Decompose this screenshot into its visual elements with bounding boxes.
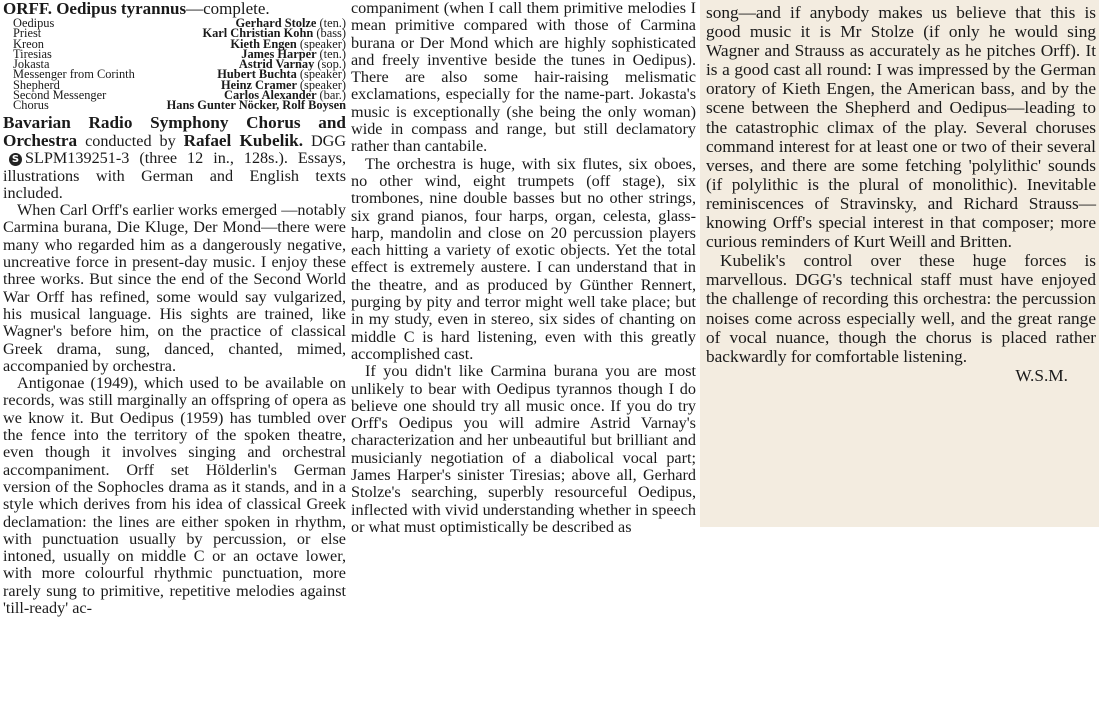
cast-row: Priest Karl Christian Kohn (bass)	[13, 26, 346, 41]
cast-row: Messenger from Corinth Hubert Buchta (speaker)	[13, 67, 346, 82]
column-2	[351, 0, 696, 536]
cast-row: Shepherd Heinz Cramer (speaker)	[13, 77, 346, 92]
conducted-by: conducted by	[85, 131, 176, 150]
column-3-highlighted	[700, 0, 1099, 527]
cast-row: Tiresias James Harper (ten.)	[13, 46, 346, 61]
stereo-symbol-icon: S	[9, 153, 22, 166]
paragraph: Kubelik's control over these huge forces is marvellous. DGG's technical staff must have enjoyed the challenge of recording this orchestra: the percussion noises come across especially well, and the great range of vocal nuance, though the chorus is placed rather backwardly for comfortable listening.	[706, 251, 1096, 366]
paragraph: song—and if anybody makes us believe that this is good music it is Mr Stolze (if only he would sing Wagner and Strauss as accurately as he pitches Orff). It is a good cast all round: I was impressed by the German oratory of Kieth Engen, the American bass, and by the scene between the Shepherd and Oedipus—leading to the catastrophic climax of the play. Several choruses command interest for at least one or two of their several verses, and there are some fetching 'polylithic' sounds (if polylithic is the plural of monolithic). Inevitable reminiscences of Stravinsky, and Richard Strauss—knowing Orff's special interest in that composer; more curious reminders of Kurt Weill and Britten.	[706, 3, 1096, 252]
label: DGG	[310, 131, 347, 150]
review-title: ORFF. Oedipus tyrannus	[3, 0, 187, 18]
paragraph: If you didn't like Carmina burana you are most unlikely to bear with Oedipus tyrannos though I do believe one should try all music once. If you do try Orff's Oedipus you will admire Astrid Varnay's characterization and her unbeautiful but brilliant and musicianly negotiation of a diabolical vocal part; James Harper's sinister Tiresias; above all, Gerhard Stolze's searching, superbly resourceful Oedipus, inflected with vivid understanding whether in speech or what must optimistically be described as	[351, 362, 696, 536]
catalog-number: SLPM139251-3	[25, 149, 130, 168]
review-title-suffix: —complete.	[186, 0, 270, 18]
credits	[3, 114, 346, 202]
column-1	[3, 0, 346, 617]
signature: W.S.M.	[1015, 365, 1068, 385]
cast-row: Second Messenger Carlos Alexander (bar.)	[13, 88, 346, 103]
paragraph: The orchestra is huge, with six flutes, six oboes, no other wind, eight trumpets (off stage), six trombones, nine double basses but no other strings, six grand pianos, four harps, organ, celesta, glass-harp, mandolin and close on 20 percussion players each hitting a variety of exotic objects. Yet the total effect is extremely austere. I can understand that in the theatre, and as produced by Günther Rennert, purging by pity and terror might well take place; but in my study, even in stereo, six sides of chanting on middle C is hard listening, even with this greatly accomplished cast.	[351, 154, 696, 363]
conductor: Rafael Kubelik.	[183, 130, 304, 150]
cast-row: Oedipus Gerhard Stolze (ten.)	[13, 16, 346, 30]
ensemble: Bavarian Radio Symphony Chorus and Orchestra	[3, 112, 346, 150]
paragraph: When Carl Orff's earlier works emerged —notably Carmina burana, Die Kluge, Der Mond—there were many who regarded him as a dangerously negative, uncreative force in present-day music. I enjoy these three works. But since the end of the Second World War Orff has refined, some would say vulgarized, his musical language. His sights are trained, like Wagner's before him, on the practice of classical Greek drama, sung, danced, chanted, mimed, accompanied by orchestra.	[3, 201, 346, 375]
paragraph: companiment (when I call them primitive melodies I mean primitive compared with those of Carmina burana or Der Mond which are highly sophisticated and freely inventive beside the tunes in Oedipus). There are also some hair-raising melismatic exclamations, especially for the name-part. Jokasta's music is exceptionally (she being the only woman) wide in compass and range, but still declamatory rather than cantabile.	[351, 0, 696, 156]
cast-row: Chorus Hans Gunter Nöcker, Rolf Boysen	[13, 98, 346, 113]
cast-list	[3, 18, 346, 111]
cast-row: Jokasta Astrid Varnay (sop.)	[13, 57, 346, 72]
paragraph: Antigonae (1949), which used to be available on records, was still marginally an offspring of opera as we know it. But Oedipus (1959) has tumbled over the fence into the territory of the spoken theatre, even though it involves singing and orchestral accompaniment. Orff set Hölderlin's German version of the Sophocles drama as it stands, and in a style which derives from his idea of classical Greek declamation: the lines are either spoken in rhythm, with punctuation usually by percussion, or else intoned, usually on middle C or an octave lower, with more colourful rhythmic punctuation, more rarely sung to primitive, repetitive melodies against 'till-ready' ac-	[3, 374, 346, 617]
cast-row: Kreon Kieth Engen (speaker)	[13, 36, 346, 51]
release-details: (three 12 in., 128s.). Essays, illustrations with German and English texts included.	[3, 149, 347, 202]
